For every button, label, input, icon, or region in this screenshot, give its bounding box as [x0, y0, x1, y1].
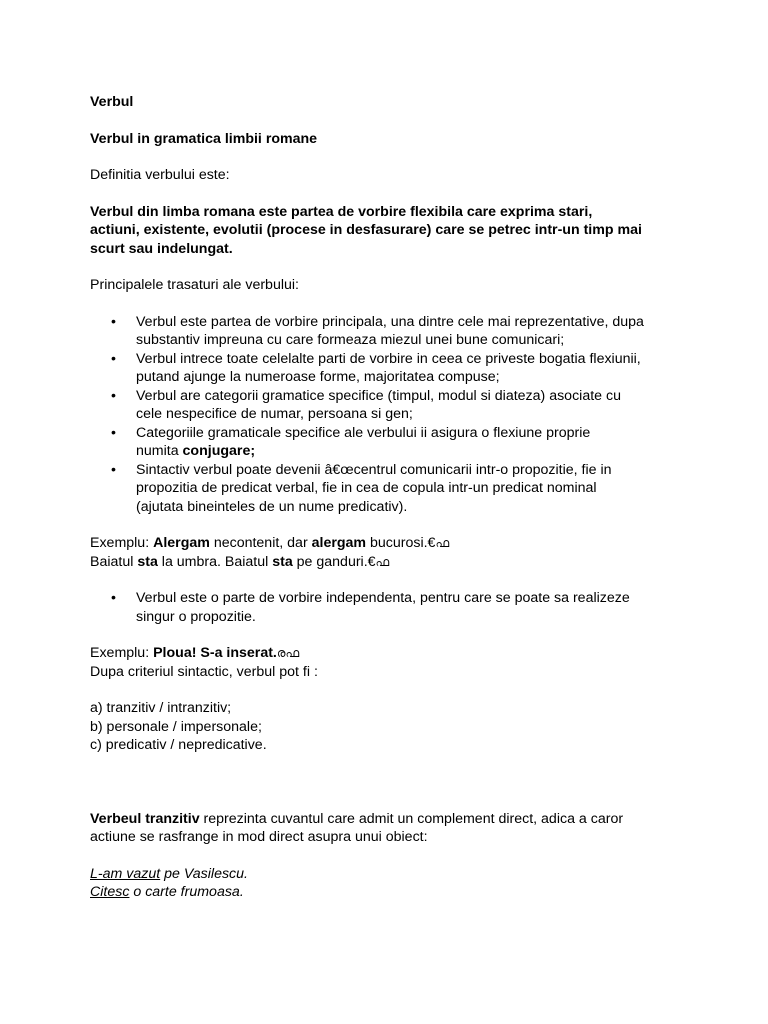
list-item-line: Verbul este o parte de vorbire independenta, pentru care se poate sa realizeze [136, 590, 630, 606]
document-page [90, 93, 690, 902]
criteria-item: c) predicativ / nepredicative. [90, 737, 267, 753]
definition-intro: Definitia verbului este: [90, 167, 230, 183]
list-item-line: putand ajunge la numeroase forme, majoritatea compuse; [136, 369, 500, 385]
list-item [90, 350, 690, 387]
underlined-verb: Citesc [90, 884, 130, 900]
spacer [90, 258, 690, 276]
paragraph-line [90, 810, 690, 829]
list-item-line: propozitia de predicat verbal, fie in cea de copula intr-un predicat nominal [136, 480, 597, 496]
definition-line: scurt sau indelungat. [90, 240, 233, 257]
spacer [90, 681, 690, 699]
bullet-icon: • [111, 590, 116, 606]
list-item-line: (ajutata bineinteles de un nume predicativ). [136, 498, 408, 515]
italic-example-line [90, 865, 690, 884]
example-line [90, 534, 690, 553]
paragraph-text: reprezinta cuvantul care admit un complement direct, adica a caror [199, 810, 624, 827]
list-item [90, 461, 690, 517]
verb-word: sta [137, 553, 158, 570]
example-line [90, 553, 690, 572]
tranzitiv-paragraph [90, 810, 690, 847]
list-item [90, 589, 690, 626]
list-item [90, 387, 690, 424]
list-item [90, 313, 690, 350]
example-label: Exemplu: [90, 535, 154, 551]
example-line [90, 644, 690, 663]
example-text: pe ganduri.€ [292, 553, 376, 570]
bullet-icon: • [111, 387, 116, 404]
garbled-glyph: ഫ [375, 554, 390, 569]
list-item-line: numita [136, 443, 183, 459]
list-item-line: Verbul are categorii gramatice specifice (timpul, modul si diateza) asociate cu [136, 387, 621, 404]
spacer [90, 295, 690, 313]
document-title: Verbul [90, 94, 134, 110]
list-item-line: Categoriile gramaticale specifice ale verbului ii asigura o flexiune proprie [136, 424, 591, 441]
paragraph-line: actiune se rasfrange in mod direct asupra unui obiect: [90, 829, 428, 845]
garbled-glyph: ഫ [285, 646, 300, 660]
tranzitiv-term: Verbeul tranzitiv [90, 810, 200, 827]
spacer [90, 755, 690, 810]
criteria-item: a) tranzitiv / intranzitiv; [90, 700, 232, 716]
list-item-line: substantiv impreuna cu care formeaza miezul unei bune comunicari; [136, 332, 565, 348]
verb-word: Alergam [153, 535, 210, 551]
criteria-list [90, 699, 690, 755]
example-text: bucurosi.€ [366, 535, 436, 551]
example-text: pe Vasilescu. [160, 865, 248, 882]
list-item [90, 424, 690, 461]
definition-line: Verbul din limba romana este partea de vorbire flexibila care exprima stari, [90, 203, 593, 220]
underlined-verb: L-am vazut [90, 865, 161, 882]
example-text: necontenit, dar [209, 535, 312, 551]
italic-example-line [90, 883, 690, 902]
example-label: Exemplu: [90, 645, 154, 661]
garbled-glyph: ഫ [435, 536, 450, 550]
spacer [90, 571, 690, 589]
criteria-item: b) personale / impersonale; [90, 718, 262, 735]
example-text: o carte frumoasa. [129, 884, 244, 900]
bullet-icon: • [111, 461, 116, 478]
bullet-icon: • [111, 424, 116, 441]
verb-word: sta [272, 553, 293, 570]
spacer [90, 148, 690, 166]
spacer [90, 185, 690, 203]
traits-intro: Principalele trasaturi ale verbului: [90, 277, 299, 293]
list-item-line: singur o propozitie. [136, 608, 256, 625]
list-item-line: cele nespecifice de numar, persoana si gen; [136, 406, 413, 422]
example-block-1 [90, 534, 690, 571]
list-item-line: Verbul intrece toate celelalte parti de vorbire in ceea ce priveste bogatia flexiunii, [136, 350, 641, 367]
list-item-line: Sintactiv verbul poate devenii â€œcentrul comunicarii intr-o propozitie, fie in [136, 461, 612, 478]
traits-list [90, 313, 690, 517]
spacer [90, 112, 690, 130]
spacer [90, 847, 690, 865]
conjugare-term: conjugare; [182, 443, 256, 459]
italic-examples [90, 865, 690, 902]
list-item-line: Verbul este partea de vorbire principala, una dintre cele mai reprezentative, dupa [136, 313, 644, 330]
document-subtitle: Verbul in gramatica limbii romane [90, 130, 318, 147]
bullet-icon: • [111, 313, 116, 330]
spacer [90, 626, 690, 644]
independence-list [90, 589, 690, 626]
example-text: la umbra. Baiatul [157, 553, 273, 570]
example-text: Baiatul [90, 553, 138, 570]
bullet-icon: • [111, 350, 116, 367]
definition-paragraph [90, 203, 690, 259]
example-bold: Ploua! S-a inserat. [153, 645, 277, 661]
verb-word: alergam [311, 535, 367, 551]
garbled-glyph: ര [276, 646, 286, 660]
criteria-heading: Dupa criteriul sintactic, verbul pot fi : [90, 663, 318, 680]
definition-line: actiuni, existente, evolutii (procese in desfasurare) care se petrec intr-un timp mai [90, 222, 642, 238]
spacer [90, 516, 690, 534]
